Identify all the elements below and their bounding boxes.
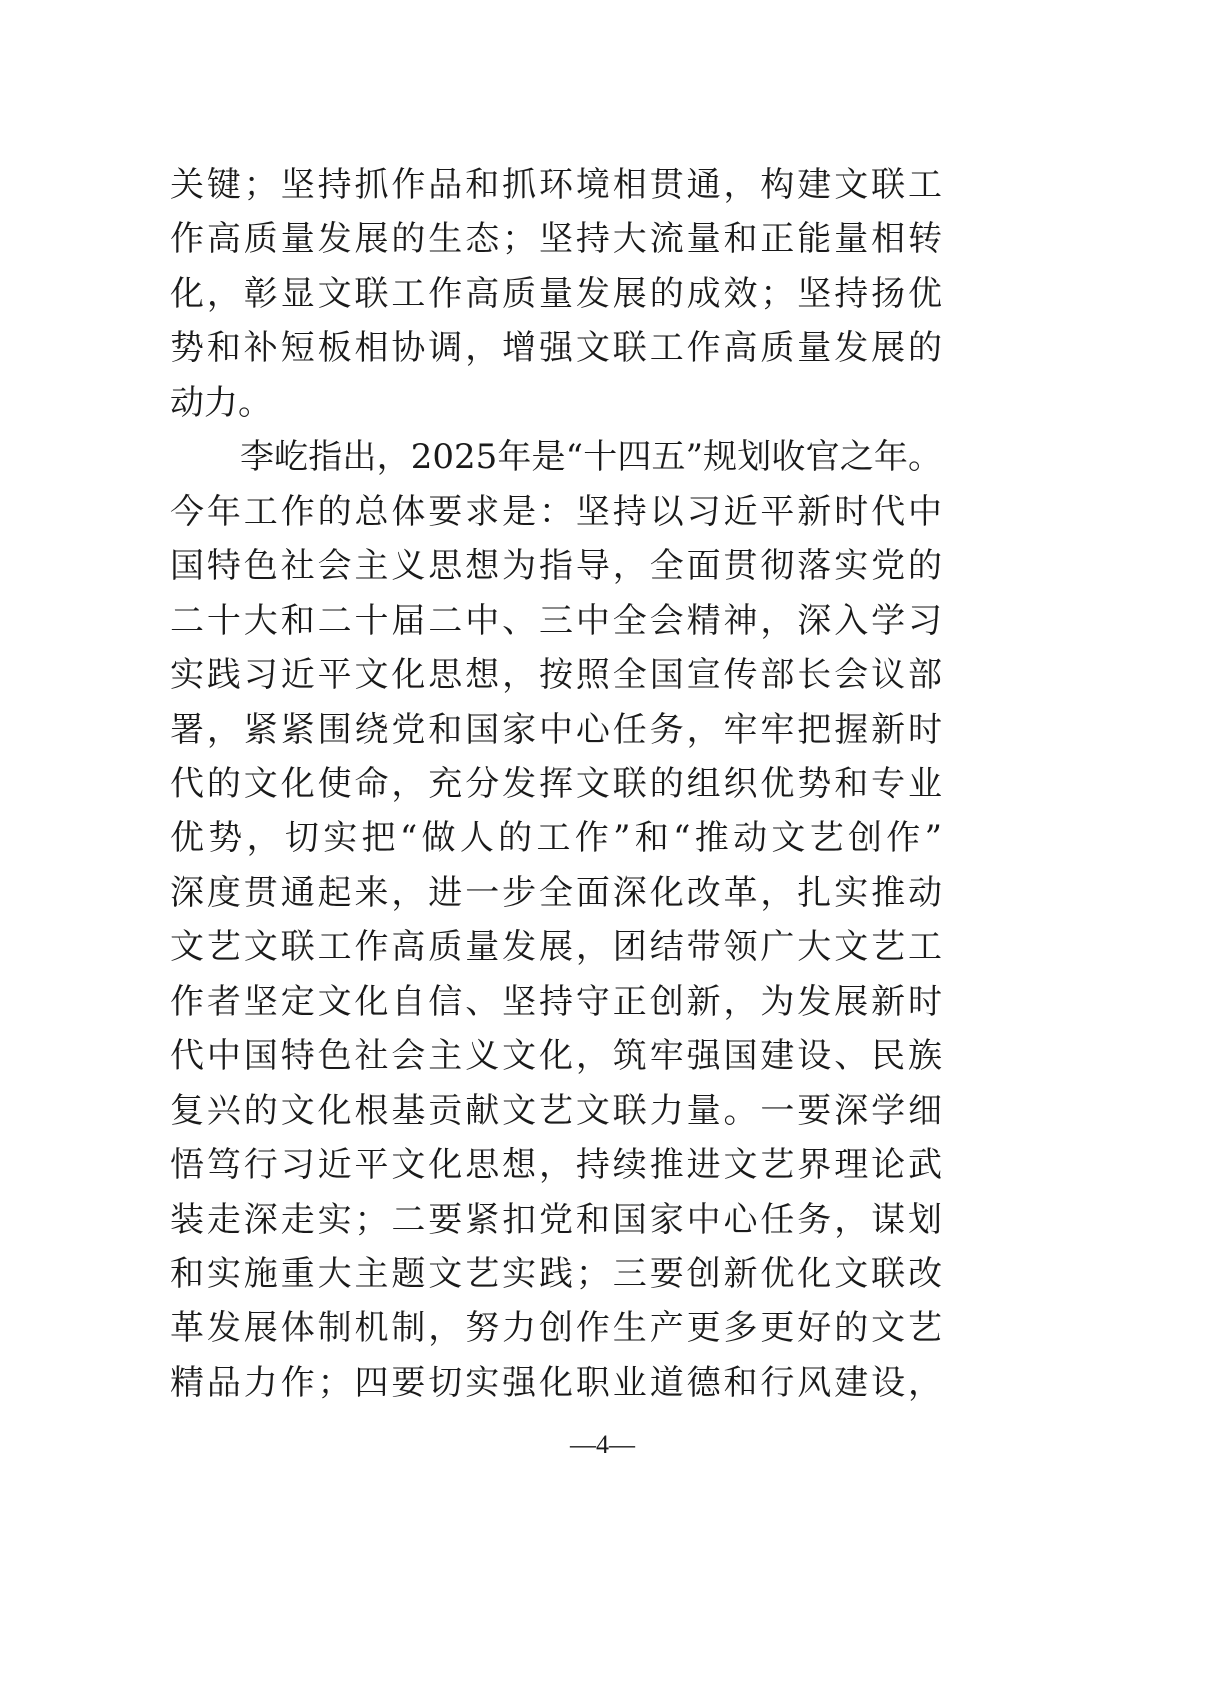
text-line: 今年工作的总体要求是：坚持以习近平新时代中 [170, 491, 942, 532]
page-number: —4— [570, 1430, 635, 1459]
text-line: 革发展体制机制，努力创作生产更多更好的文艺 [170, 1308, 942, 1349]
text-line: 深度贯通起来，进一步全面深化改革，扎实推动 [170, 872, 942, 913]
text-line: 代的文化使命，充分发挥文联的组织优势和专业 [170, 763, 942, 804]
text-line: 二十大和二十届二中、三中全会精神，深入学习 [170, 600, 942, 641]
text-line: 动力。 [170, 382, 272, 423]
text-line: 精品力作；四要切实强化职业道德和行风建设， [170, 1362, 942, 1403]
text-line: 关键；坚持抓作品和抓环境相贯通，构建文联工 [170, 165, 942, 205]
text-line: 装走深走实；二要紧扣党和国家中心任务，谋划 [170, 1199, 942, 1240]
text-line: 复兴的文化根基贡献文艺文联力量。一要深学细 [170, 1090, 942, 1131]
text-line: 文艺文联工作高质量发展，团结带领广大文艺工 [170, 927, 942, 968]
text-line: 国特色社会主义思想为指导，全面贯彻落实党的 [170, 546, 942, 587]
text-line: 作者坚定文化自信、坚持守正创新，为发展新时 [170, 981, 942, 1022]
text-line: 代中国特色社会主义文化，筑牢强国建设、民族 [170, 1036, 942, 1077]
text-line: 优势，切实把“做人的工作”和“推动文艺创作” [170, 818, 942, 859]
text-line: 署，紧紧围绕党和国家中心任务，牢牢把握新时 [170, 709, 942, 750]
text-line: 和实施重大主题文艺实践；三要创新优化文联改 [170, 1254, 942, 1294]
text-line: 实践习近平文化思想，按照全国宣传部长会议部 [170, 655, 942, 696]
text-line: 李屹指出，2025年是“十四五”规划收官之年。 [240, 437, 942, 478]
text-line: 悟笃行习近平文化思想，持续推进文艺界理论武 [170, 1145, 942, 1186]
text-line: 化，彰显文联工作高质量发展的成效；坚持扬优 [170, 273, 942, 314]
text-line: 势和补短板相协调，增强文联工作高质量发展的 [170, 328, 942, 369]
text-line: 作高质量发展的生态；坚持大流量和正能量相转 [170, 219, 942, 260]
